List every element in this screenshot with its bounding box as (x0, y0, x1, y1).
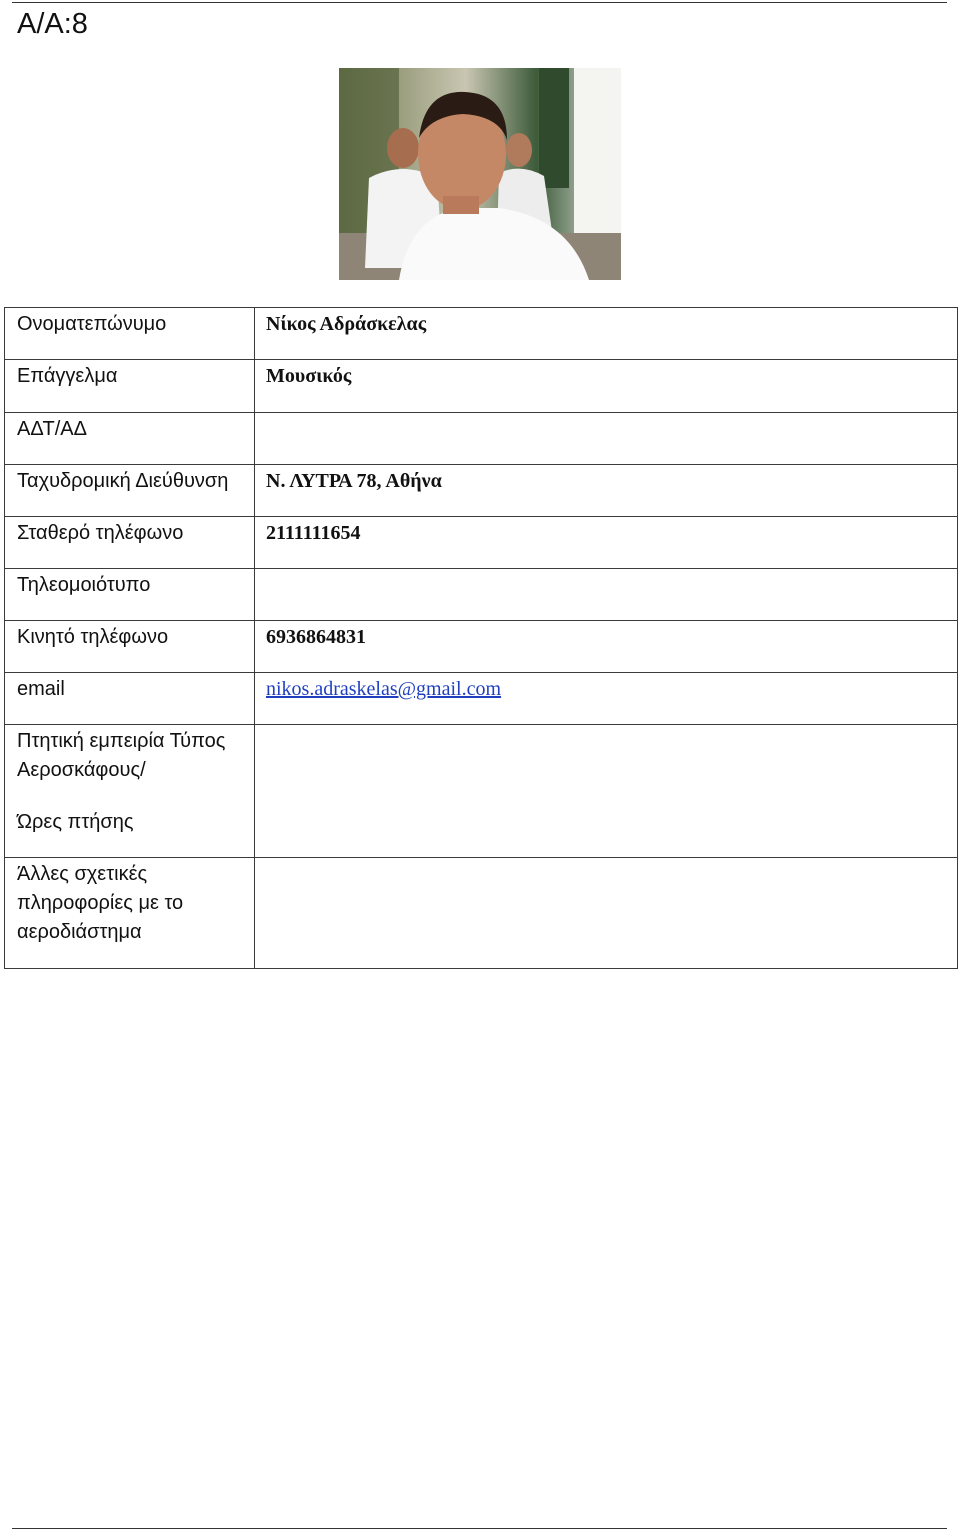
other-info-line-2: πληροφορίες με το (17, 892, 184, 914)
landline-value: 2111111654 (266, 522, 361, 544)
label-cell (5, 725, 255, 858)
portrait-image (339, 68, 621, 280)
id-number-value (255, 413, 957, 415)
label-cell (5, 308, 255, 360)
value-cell (255, 413, 958, 465)
value-cell (255, 308, 958, 360)
table-row (5, 413, 958, 465)
label-cell (5, 621, 255, 673)
profession-value: Μουσικός (266, 365, 352, 387)
top-rule (12, 2, 947, 3)
flight-experience-label (5, 725, 254, 837)
other-info-line-3: αεροδιάστημα (17, 921, 142, 943)
table-row (5, 569, 958, 621)
value-cell (255, 569, 958, 621)
full-name-label: Ονοματεπώνυμο (17, 313, 167, 335)
label-cell (5, 517, 255, 569)
value-cell (255, 621, 958, 673)
postal-address-label: Ταχυδρομική Διεύθυνση (17, 470, 229, 492)
flight-experience-value (255, 725, 957, 727)
email-label: email (17, 678, 65, 700)
id-number-label: ΑΔΤ/ΑΔ (17, 418, 88, 440)
label-cell (5, 465, 255, 517)
value-cell (255, 858, 958, 969)
table-row (5, 621, 958, 673)
postal-address-value: Ν. ΛΥΤΡΑ 78, Αθήνα (266, 470, 442, 492)
flight-experience-line-2: Αεροσκάφους/ (17, 759, 146, 781)
other-info-value (255, 858, 957, 860)
bottom-rule (12, 1528, 947, 1529)
landline-label: Σταθερό τηλέφωνο (17, 522, 184, 544)
mobile-value: 6936864831 (266, 626, 366, 648)
fax-label: Τηλεομοιότυπο (17, 574, 151, 596)
table-row (5, 465, 958, 517)
personal-info-table (4, 307, 958, 969)
fax-value (255, 569, 957, 571)
other-info-label (5, 858, 254, 947)
email-link[interactable]: nikos.adraskelas@gmail.com (266, 678, 502, 700)
label-cell (5, 673, 255, 725)
value-cell (255, 465, 958, 517)
value-cell (255, 360, 958, 413)
flight-experience-line-3: Ώρες πτήσης (17, 811, 134, 833)
value-cell (255, 673, 958, 725)
label-cell (5, 413, 255, 465)
document-id: Α/Α:8 (17, 8, 88, 40)
label-cell (5, 858, 255, 969)
table-row (5, 673, 958, 725)
profession-label: Επάγγελμα (17, 365, 118, 387)
label-cell (5, 569, 255, 621)
flight-experience-line-1: Πτητική εμπειρία Τύπος (17, 730, 226, 752)
table-row (5, 360, 958, 413)
full-name-value: Νίκος Αδράσκελας (266, 313, 427, 335)
profile-photo (339, 68, 621, 280)
mobile-label: Κινητό τηλέφωνο (17, 626, 169, 648)
table-row (5, 517, 958, 569)
table-row (5, 858, 958, 969)
value-cell (255, 725, 958, 858)
label-cell (5, 360, 255, 413)
table-row (5, 725, 958, 858)
other-info-line-1: Άλλες σχετικές (17, 863, 148, 885)
spacer (17, 785, 254, 808)
table-row (5, 308, 958, 360)
value-cell (255, 517, 958, 569)
